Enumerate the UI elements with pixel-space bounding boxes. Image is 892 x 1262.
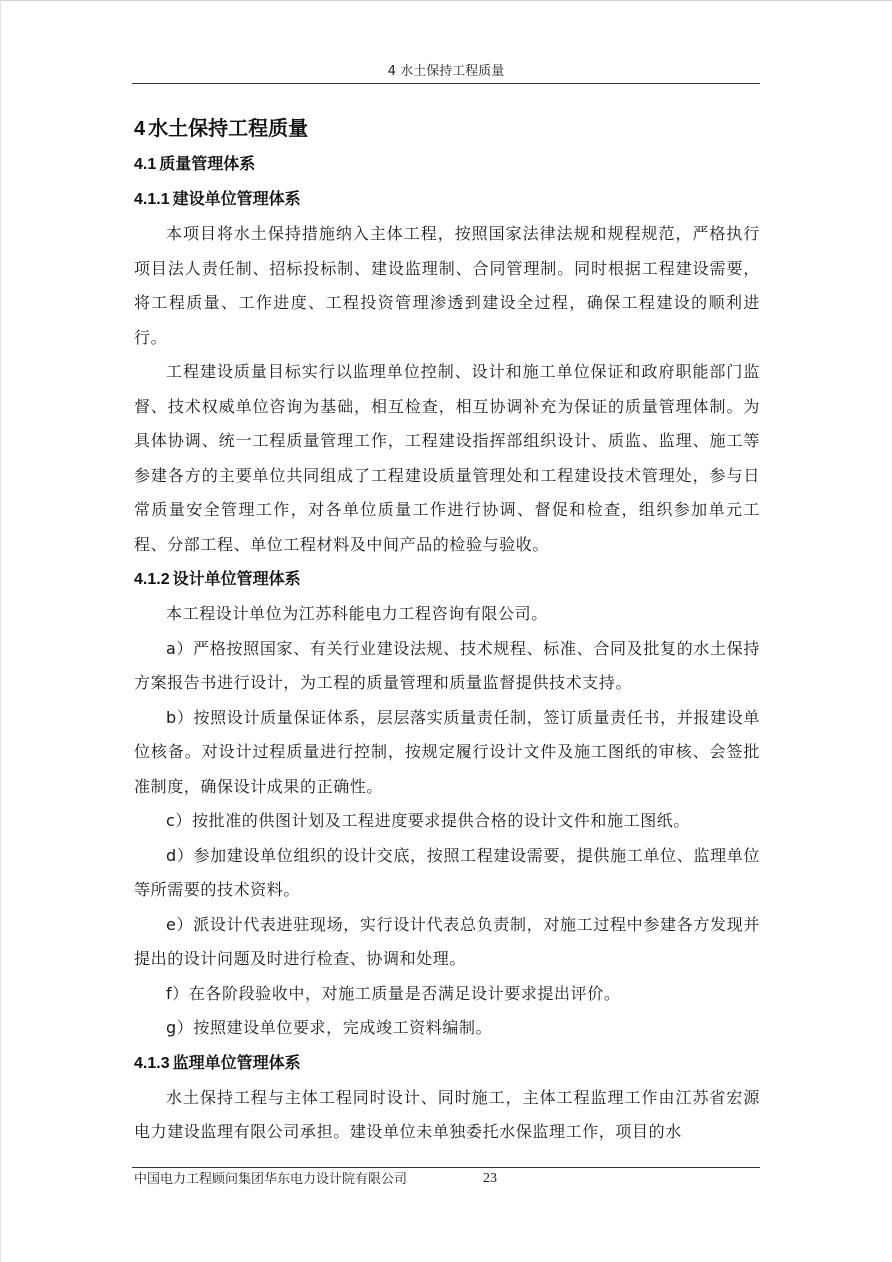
- chapter-heading: [134, 113, 760, 144]
- chapter-number: 4: [134, 118, 146, 140]
- section-heading-4-1-1: [134, 182, 760, 217]
- list-item-d: d）参加建设单位组织的设计交底，按照工程建设需要，提供施工单位、监理单位等所需要的技术资料。: [134, 845, 760, 899]
- list-item-c: c）按批准的供图计划及工程进度要求提供合格的设计文件和施工图纸。: [166, 811, 690, 830]
- footer-rule: [132, 1167, 760, 1168]
- section-heading-4-1: [134, 147, 760, 182]
- header-rule: [132, 83, 760, 84]
- list-item-a: a）严格按照国家、有关行业建设法规、技术规程、标准、合同及批复的水土保持方案报告书进行设计，为工程的质量管理和质量监督提供技术支持。: [134, 638, 760, 692]
- page-number: 23: [483, 1171, 497, 1186]
- section-heading-4-1-3: [134, 1046, 760, 1081]
- section-title: 监理单位管理体系: [172, 1052, 301, 1072]
- page-left-edge: [0, 0, 1, 1262]
- page-top-edge: [0, 0, 892, 1]
- section-number: 4.1: [134, 156, 157, 173]
- list-item-b: b）按照设计质量保证体系，层层落实质量责任制，签订质量责任书，并报建设单位核备。对设计过程质量进行控制，按规定履行设计文件及施工图纸的审核、会签批准制度，确保设计成果的正确性。: [134, 707, 760, 796]
- paragraph: 工程建设质量目标实行以监理单位控制、设计和施工单位保证和政府职能部门监督、技术权威单位咨询为基础，相互检查，相互协调补充为保证的质量管理体制。为具体协调、统一工程质量管理工作，工程建设指挥部组织设计、质监、监理、施工等参建各方的主要单位共同组成了工程建设质量管理处和工程建设技术管理处，参与日常质量安全管理工作，对各单位质量工作进行协调、督促和检查，组织参加单元工程、分部工程、单位工程材料及中间产品的检验与验收。: [134, 362, 760, 554]
- paragraph: 本项目将水土保持措施纳入主体工程，按照国家法律法规和规程规范，严格执行项目法人责任制、招标投标制、建设监理制、合同管理制。同时根据工程建设需要，将工程质量、工作进度、工程投资管理渗透到建设全过程，确保工程建设的顺利进行。: [134, 224, 760, 347]
- section-number: 4.1.3: [134, 1054, 170, 1072]
- section-heading-4-1-2: [134, 562, 760, 597]
- section-number: 4.1.1: [134, 191, 170, 208]
- list-item-f: f）在各阶段验收中，对施工质量是否满足设计要求提出评价。: [166, 983, 621, 1003]
- page-body: [134, 113, 760, 1150]
- paragraph: 水土保持工程与主体工程同时设计、同时施工，主体工程监理工作由江苏省宏源电力建设监理有限公司承担。建设单位未单独委托水保监理工作，项目的水: [134, 1087, 760, 1141]
- section-title: 建设单位管理体系: [172, 189, 301, 208]
- footer-organization: 中国电力工程顾问集团华东电力设计院有限公司: [134, 1172, 408, 1187]
- running-header: 4 水土保持工程质量: [387, 64, 505, 79]
- section-title: 设计单位管理体系: [172, 569, 301, 588]
- list-item-g: g）按照建设单位要求，完成竣工资料编制。: [166, 1018, 493, 1037]
- list-item-e: e）派设计代表进驻现场，实行设计代表总负责制，对施工过程中参建各方发现并提出的设计问题及时进行检查、协调和处理。: [134, 914, 760, 968]
- paragraph: 本工程设计单位为江苏科能电力工程咨询有限公司。: [166, 604, 548, 623]
- chapter-title: 水土保持工程质量: [148, 116, 309, 140]
- section-number: 4.1.2: [134, 571, 170, 588]
- section-title: 质量管理体系: [159, 154, 256, 173]
